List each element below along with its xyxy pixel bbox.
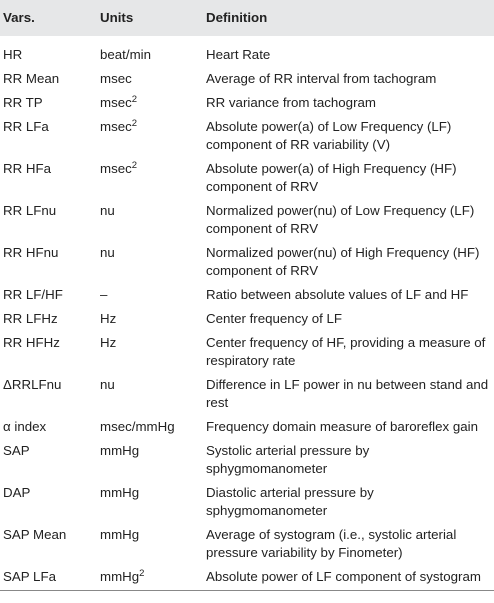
cell-unit (95, 373, 204, 415)
cell-var: α index (3, 419, 47, 434)
cell-definition: Absolute power of LF component of systogram (204, 565, 494, 591)
cell-var: RR HFnu (3, 245, 59, 260)
cell-unit (95, 67, 204, 91)
unit-superscript: 2 (139, 568, 145, 579)
cell-unit (95, 36, 204, 67)
unit-superscript: 2 (131, 94, 138, 105)
cell-var: SAP (3, 443, 30, 458)
header-units: Units (100, 10, 134, 25)
table-row (0, 157, 494, 199)
cell-definition: Heart Rate (206, 47, 271, 62)
table-row (0, 415, 494, 439)
cell-definition: Normalized power(nu) of High Frequency (HF) component of RRV (206, 245, 480, 278)
cell-definition: Center frequency of HF, providing a measure of respiratory rate (206, 335, 486, 368)
cell-unit (95, 439, 204, 481)
cell-var: SAP LFa (0, 565, 95, 591)
table-row (0, 373, 494, 415)
unit-text: msec (100, 71, 132, 86)
unit-text: nu (100, 377, 115, 392)
cell-unit (95, 91, 204, 115)
unit-text: nu (100, 203, 115, 218)
cell-definition: Systolic arterial pressure by sphygmomanometer (206, 443, 370, 476)
table-row (0, 307, 494, 331)
cell-var: RR LFnu (3, 203, 57, 218)
unit-text: nu (100, 245, 115, 260)
cell-unit (95, 199, 204, 241)
cell-unit (95, 307, 204, 331)
header-row (0, 0, 494, 36)
cell-var: SAP Mean (3, 527, 67, 542)
table-body (0, 36, 494, 591)
unit-text: Hz (100, 311, 117, 326)
cell-unit (95, 481, 204, 523)
table-row (0, 199, 494, 241)
unit-text: msec (100, 95, 132, 110)
table-header (0, 0, 494, 36)
cell-definition: Diastolic arterial pressure by sphygmomanometer (206, 485, 374, 518)
table-row (0, 283, 494, 307)
table-row (0, 331, 494, 373)
cell-definition: Average of RR interval from tachogram (206, 71, 437, 86)
header-vars: Vars. (3, 10, 35, 25)
unit-superscript: 2 (131, 118, 138, 129)
table-row (0, 67, 494, 91)
unit-text: mmHg (100, 527, 140, 542)
cell-unit (95, 283, 204, 307)
cell-var: HR (3, 47, 23, 62)
table-row (0, 439, 494, 481)
unit-text: msec/mmHg (100, 419, 175, 434)
cell-unit (95, 565, 204, 591)
cell-unit (95, 157, 204, 199)
unit-text: msec (100, 161, 132, 176)
cell-var: RR TP (3, 95, 43, 110)
cell-definition: Center frequency of LF (206, 311, 342, 326)
cell-definition: Absolute power(a) of High Frequency (HF) component of RRV (206, 161, 457, 194)
cell-definition: RR variance from tachogram (206, 95, 376, 110)
cell-unit (95, 241, 204, 283)
unit-text: mmHg (100, 569, 140, 584)
unit-text: beat/min (100, 47, 151, 62)
cell-definition: Frequency domain measure of baroreflex gain (206, 419, 478, 434)
header-definition: Definition (206, 10, 268, 25)
cell-var: RR HFa (3, 161, 52, 176)
table-row (0, 481, 494, 523)
unit-text: mmHg (100, 443, 140, 458)
cell-definition: Ratio between absolute values of LF and HF (206, 287, 469, 302)
unit-text: mmHg (100, 485, 140, 500)
unit-text: Hz (100, 335, 117, 350)
cell-var: RR LF/HF (3, 287, 63, 302)
unit-text: – (100, 287, 108, 302)
table-row (0, 91, 494, 115)
cell-var: RR LFHz (3, 311, 58, 326)
table-row (0, 36, 494, 67)
cell-var: RR HFHz (3, 335, 60, 350)
cell-definition: Normalized power(nu) of Low Frequency (LF) component of RRV (206, 203, 475, 236)
table-row (0, 241, 494, 283)
cell-definition: Average of systogram (i.e., systolic arterial pressure variability by Finometer) (206, 527, 457, 560)
cell-var: ΔRRLFnu (3, 377, 62, 392)
table-row (0, 565, 494, 591)
cell-unit (95, 331, 204, 373)
table-row (0, 115, 494, 157)
cell-var: RR LFa (3, 119, 49, 134)
unit-text: msec (100, 119, 132, 134)
cell-unit (95, 415, 204, 439)
cell-definition: Difference in LF power in nu between stand and rest (206, 377, 489, 410)
cell-var: RR Mean (3, 71, 60, 86)
cell-definition: Absolute power(a) of Low Frequency (LF) component of RR variability (V) (206, 119, 452, 152)
cell-unit (95, 523, 204, 565)
cell-unit (95, 115, 204, 157)
unit-superscript: 2 (131, 160, 138, 171)
cell-var: DAP (3, 485, 31, 500)
table-row (0, 523, 494, 565)
